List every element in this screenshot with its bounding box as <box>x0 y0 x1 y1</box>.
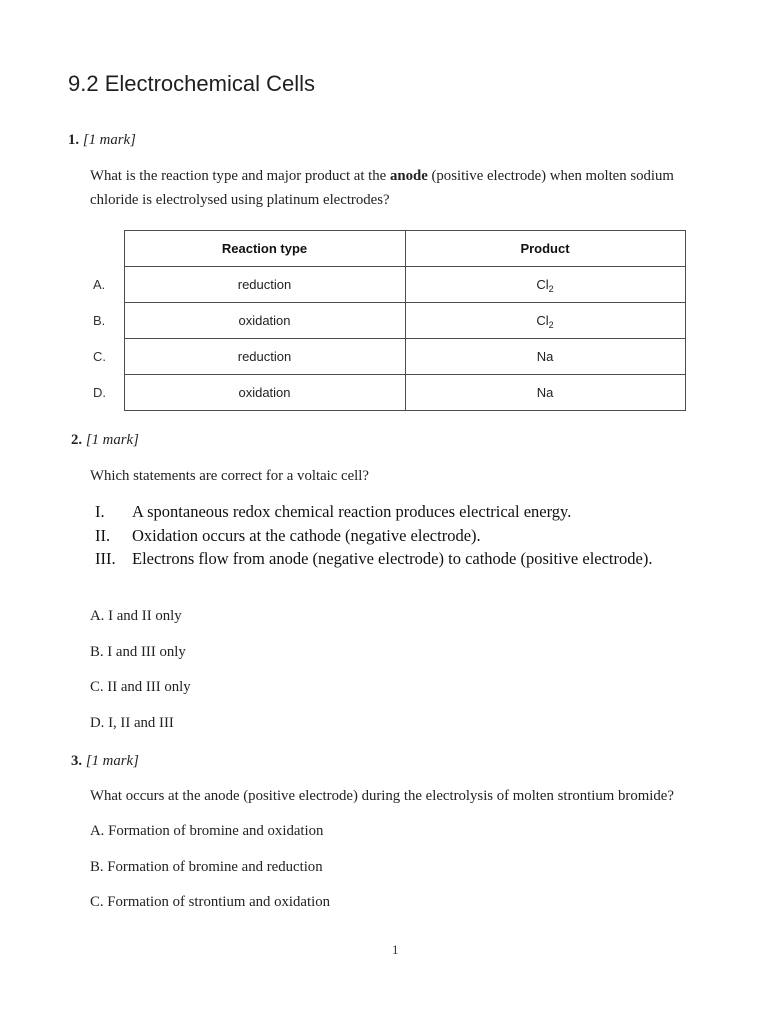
product-subscript: 2 <box>548 284 554 294</box>
product-formula: Na <box>536 385 554 400</box>
question-3-stem: What occurs at the anode (positive electrode) during the electrolysis of molten strontium bromide? <box>90 788 674 804</box>
page-title: 9.2 Electrochemical Cells <box>68 71 315 96</box>
question-2-header <box>71 430 139 450</box>
cell-product-d <box>405 375 685 411</box>
row-label-b: B. <box>93 313 106 328</box>
statement-text: A spontaneous redox chemical reaction produces electrical energy. <box>132 502 572 521</box>
option-a: A. Formation of bromine and oxidation <box>90 823 324 839</box>
table-row-d <box>89 375 685 411</box>
statement-numeral: I. <box>95 502 105 521</box>
question-3-number: 3. <box>71 753 83 769</box>
cell-reaction-type-d: oxidation <box>124 375 405 411</box>
question-3-options <box>90 814 330 921</box>
product-formula: Cl <box>536 277 549 292</box>
option-b: B. Formation of bromine and reduction <box>90 858 323 875</box>
statement-text: Electrons flow from anode (negative electrode) to cathode (positive electrode). <box>132 549 653 568</box>
stem-text-after: (positive electrode) when molten sodium chloride is electrolysed using platinum electrodes? <box>90 168 674 208</box>
question-1-stem <box>90 164 690 212</box>
header-product: Product <box>405 231 685 267</box>
cell-reaction-type-b: oxidation <box>124 303 405 339</box>
statement-numeral: III. <box>95 549 116 568</box>
option-c: C. II and III only <box>90 679 191 696</box>
cell-product-c <box>405 339 685 375</box>
stem-bold-term: anode <box>389 168 428 184</box>
table-row-c <box>89 339 685 375</box>
answer-table <box>89 230 686 411</box>
table-row-a <box>89 267 685 303</box>
question-2-number: 2. <box>71 432 83 448</box>
product-formula: Cl <box>536 313 549 328</box>
page-number: 1 <box>392 942 399 957</box>
option-d: D. I, II and III <box>90 715 174 732</box>
option-b: B. I and III only <box>90 643 186 660</box>
stem-text-before: What is the reaction type and major product at the <box>90 168 390 184</box>
product-formula: Na <box>536 349 554 364</box>
statement-text: Oxidation occurs at the cathode (negative electrode). <box>132 525 481 545</box>
option-c: C. Formation of strontium and oxidation <box>90 894 331 910</box>
question-2-marks: [1 mark] <box>85 432 139 448</box>
cell-reaction-type-a: reduction <box>124 267 405 303</box>
cell-reaction-type-c: reduction <box>124 339 405 375</box>
header-label-spacer <box>89 231 124 267</box>
question-2-options <box>90 599 191 742</box>
cell-product-b <box>405 303 685 339</box>
statement-list <box>95 500 652 571</box>
row-label-a: A. <box>93 277 106 292</box>
question-1-header <box>68 130 136 150</box>
row-label-d: D. <box>93 385 106 400</box>
question-1-number: 1. <box>68 132 80 148</box>
table-header-row <box>89 231 685 267</box>
question-2-stem: Which statements are correct for a voltaic cell? <box>90 468 369 484</box>
table-row-b <box>89 303 685 339</box>
question-3-marks: [1 mark] <box>85 753 139 769</box>
row-label-c: C. <box>93 349 106 364</box>
statement-3 <box>95 547 652 571</box>
statement-1 <box>95 500 652 524</box>
cell-product-a <box>405 267 685 303</box>
option-a: A. I and II only <box>90 608 182 624</box>
statement-2 <box>95 524 652 548</box>
product-subscript: 2 <box>548 320 554 330</box>
header-reaction-type: Reaction type <box>124 231 405 267</box>
statement-numeral: II. <box>95 525 111 545</box>
question-3-header <box>71 751 139 771</box>
question-1-marks: [1 mark] <box>82 132 136 148</box>
